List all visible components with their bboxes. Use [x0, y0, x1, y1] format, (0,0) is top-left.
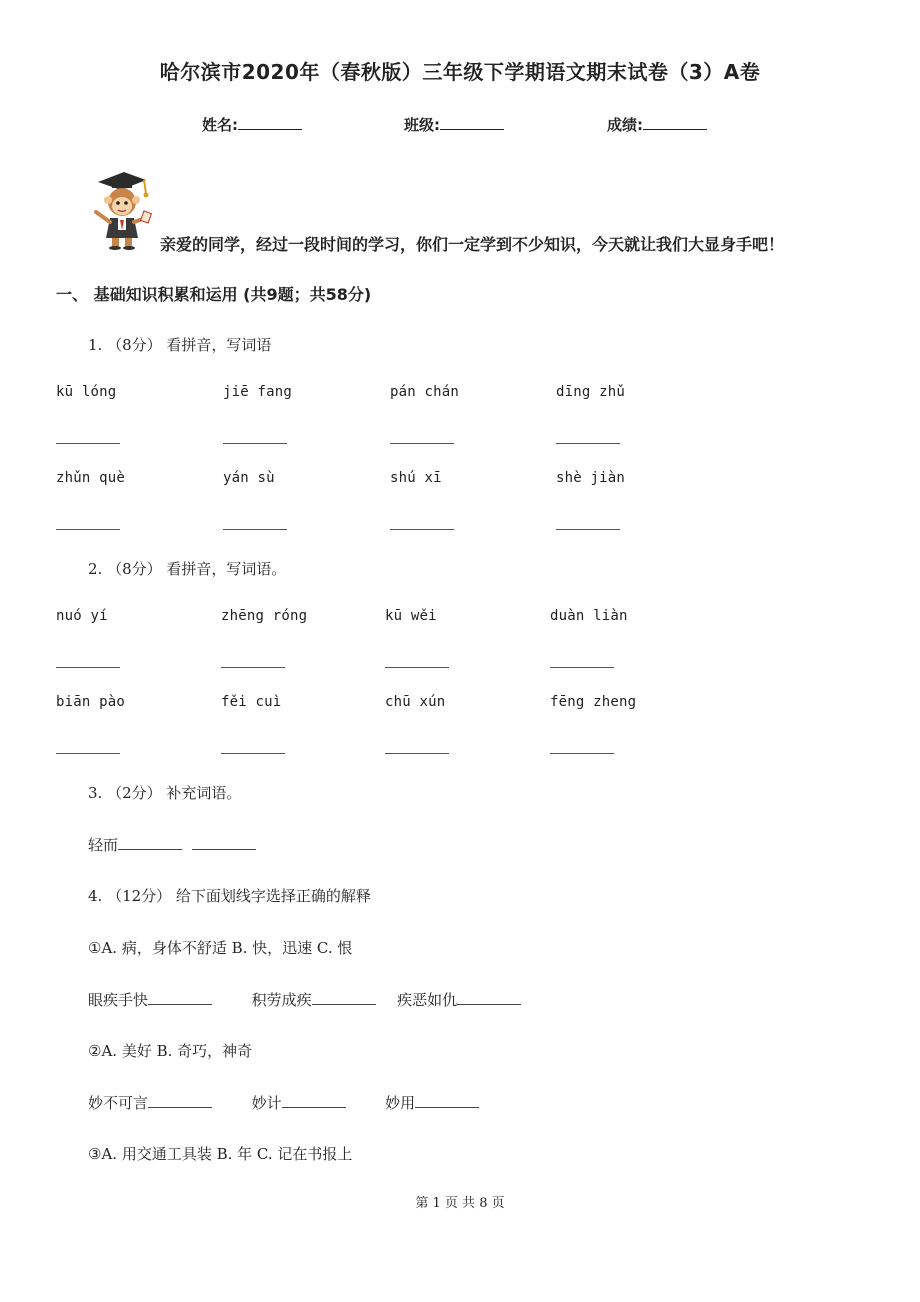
q1-pinyin-8: shè jiàn	[556, 470, 626, 486]
page-footer: 第 1 页 共 8 页	[415, 1196, 505, 1211]
score-blank[interactable]	[643, 115, 707, 130]
question-3-label: 3. （2分） 补充词语。	[88, 784, 242, 802]
q4-answer-blank[interactable]	[282, 1093, 346, 1108]
q2-pinyin-4: duàn liàn	[550, 608, 628, 624]
q3-answer-blank[interactable]	[192, 835, 256, 850]
q2-answer-blank[interactable]	[385, 753, 449, 754]
mascot-scholar-icon	[88, 168, 154, 250]
class-field	[404, 114, 504, 135]
q4-word: 妙计	[251, 1094, 282, 1112]
q4-answer-blank[interactable]	[457, 990, 521, 1005]
q4-words-2	[88, 1092, 479, 1113]
q2-pinyin-5: biān pào	[56, 694, 126, 710]
q4-answer-blank[interactable]	[312, 990, 376, 1005]
q1-pinyin-4: dīng zhǔ	[556, 384, 626, 400]
page-title: 哈尔滨市2020年（春秋版）三年级下学期语文期末试卷（3）A卷	[159, 60, 761, 84]
q2-pinyin-7: chū xún	[385, 694, 446, 710]
q3-answer-blank[interactable]	[118, 835, 182, 850]
score-field	[607, 114, 707, 135]
name-label: 姓名:	[202, 116, 238, 134]
q1-answer-blank[interactable]	[390, 529, 454, 530]
q1-pinyin-7: shú xī	[390, 470, 442, 486]
q4-answer-blank[interactable]	[148, 990, 212, 1005]
q1-answer-blank[interactable]	[390, 443, 454, 444]
q4-word: 积劳成疾	[251, 991, 312, 1009]
q2-pinyin-1: nuó yí	[56, 608, 108, 624]
q4-options-2: ②A. 美好 B. 奇巧，神奇	[88, 1042, 253, 1060]
q2-answer-blank[interactable]	[56, 753, 120, 754]
class-blank[interactable]	[440, 115, 504, 130]
q2-pinyin-8: fēng zheng	[550, 694, 637, 710]
q4-word: 妙用	[385, 1094, 416, 1112]
section-1-title: 一、 基础知识积累和运用 (共9题；共58分)	[56, 285, 372, 304]
q2-pinyin-3: kū wěi	[385, 608, 437, 624]
greeting-text: 亲爱的同学，经过一段时间的学习，你们一定学到不少知识，今天就让我们大显身手吧！	[160, 235, 785, 254]
q4-word: 眼疾手快	[88, 991, 149, 1009]
q4-answer-blank[interactable]	[415, 1093, 479, 1108]
q1-pinyin-2: jiē fang	[223, 384, 293, 400]
question-2-label: 2. （8分） 看拼音，写词语。	[88, 560, 287, 578]
q4-word: 疾恶如仇	[397, 991, 458, 1009]
q4-words-1	[88, 989, 521, 1010]
q1-answer-blank[interactable]	[56, 443, 120, 444]
class-label: 班级:	[404, 116, 440, 134]
q1-pinyin-1: kū lóng	[56, 384, 117, 400]
q2-answer-blank[interactable]	[385, 667, 449, 668]
q1-answer-blank[interactable]	[223, 443, 287, 444]
q1-pinyin-6: yán sù	[223, 470, 275, 486]
q2-answer-blank[interactable]	[221, 667, 285, 668]
q1-pinyin-3: pán chán	[390, 384, 460, 400]
q1-answer-blank[interactable]	[556, 443, 620, 444]
q2-pinyin-6: fěi cuì	[221, 694, 282, 710]
name-blank[interactable]	[238, 115, 302, 130]
q2-pinyin-2: zhēng róng	[221, 608, 308, 624]
question-4-label: 4. （12分） 给下面划线字选择正确的解释	[88, 887, 371, 905]
q4-word: 妙不可言	[88, 1094, 149, 1112]
q2-answer-blank[interactable]	[56, 667, 120, 668]
q1-answer-blank[interactable]	[56, 529, 120, 530]
score-label: 成绩:	[607, 116, 643, 134]
question-1-label: 1. （8分） 看拼音，写词语	[88, 336, 272, 354]
q3-prefix: 轻而	[88, 836, 119, 854]
q2-answer-blank[interactable]	[550, 753, 614, 754]
q1-pinyin-5: zhǔn què	[56, 470, 126, 486]
q2-answer-blank[interactable]	[221, 753, 285, 754]
q2-answer-blank[interactable]	[550, 667, 614, 668]
q3-fill-line	[88, 834, 256, 855]
q4-options-3: ③A. 用交通工具装 B. 年 C. 记在书报上	[88, 1145, 353, 1163]
q4-options-1: ①A. 病，身体不舒适 B. 快，迅速 C. 恨	[88, 939, 353, 957]
q1-answer-blank[interactable]	[223, 529, 287, 530]
name-field	[202, 114, 302, 135]
q4-answer-blank[interactable]	[148, 1093, 212, 1108]
q1-answer-blank[interactable]	[556, 529, 620, 530]
